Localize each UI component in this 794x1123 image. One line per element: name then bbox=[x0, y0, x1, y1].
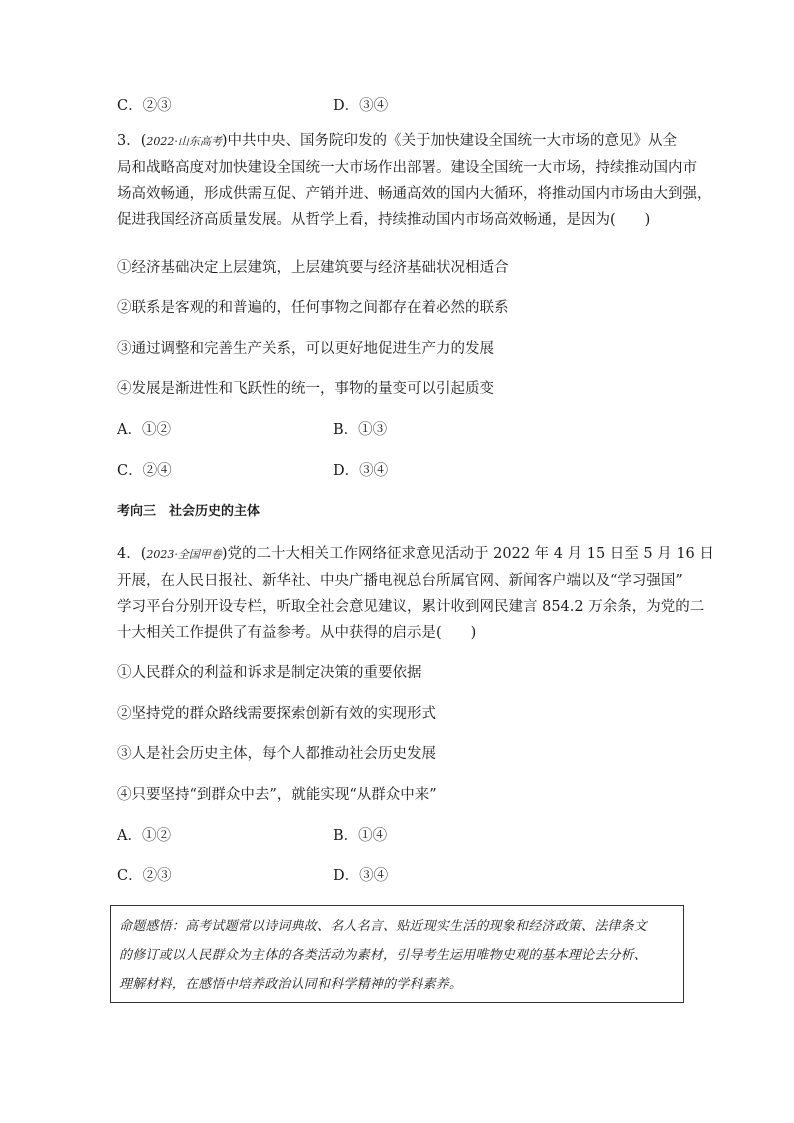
option-c[interactable]: C．②③ bbox=[117, 868, 172, 884]
question-3-line-1 bbox=[117, 128, 682, 155]
question-3-line-2: 局和战略高度对加快建设全国统一大市场作出部署。建设全国统一大市场，持续推动国内市 bbox=[117, 160, 697, 176]
question-source: 2022·山东高考 bbox=[146, 135, 222, 148]
option-b[interactable]: B．①③ bbox=[333, 422, 388, 438]
question-4-stem bbox=[117, 541, 714, 646]
statement-1: ①经济基础决定上层建筑，上层建筑要与经济基础状况相适合 bbox=[117, 260, 509, 276]
option-d[interactable]: D．③④ bbox=[333, 98, 389, 114]
question-4-line-4: 十大相关工作提供了有益参考。从中获得的启示是( ) bbox=[117, 625, 477, 641]
option-a[interactable]: A．①② bbox=[117, 828, 171, 844]
note-line-1: 命题感悟：高考试题常以诗词典故、名人名言、贴近现实生活的现象和经济政策、法律条文 bbox=[119, 919, 648, 934]
statement-3: ③通过调整和完善生产关系，可以更好地促进生产力的发展 bbox=[117, 341, 494, 357]
option-d[interactable]: D．③④ bbox=[333, 463, 389, 479]
question-source: 2023·全国甲卷 bbox=[146, 548, 222, 561]
option-c[interactable]: C．②④ bbox=[117, 463, 172, 479]
option-d[interactable]: D．③④ bbox=[333, 868, 389, 884]
question-number: 4．( bbox=[117, 546, 147, 562]
option-b[interactable]: B．①④ bbox=[333, 828, 388, 844]
question-text: )党的二十大相关工作网络征求意见活动于 2022 年 4 月 15 日至 5 月 16 日 bbox=[221, 546, 714, 562]
question-number: 3．( bbox=[117, 133, 147, 149]
question-3-stem bbox=[117, 128, 712, 233]
question-3-line-3: 场高效畅通，形成供需互促、产销并进、畅通高效的国内大循环，将推动国内市场由大到强， bbox=[117, 186, 712, 202]
question-3-line-4: 促进我国经济高质量发展。从哲学上看，持续推动国内市场高效畅通，是因为( ) bbox=[117, 212, 651, 228]
statement-4: ④只要坚持“到群众中去”，就能实现“从群众中来” bbox=[117, 787, 437, 803]
question-text: )中共中央、国务院印发的《关于加快建设全国统一大市场的意见》从全 bbox=[221, 133, 678, 149]
option-a[interactable]: A．①② bbox=[117, 422, 171, 438]
question-4-line-1 bbox=[117, 541, 714, 568]
statement-4: ④发展是渐进性和飞跃性的统一，事物的量变可以引起质变 bbox=[117, 381, 494, 397]
note-line-2: 的修订或以人民群众为主体的各类活动为素材，引导考生运用唯物史观的基本理论去分析、 bbox=[119, 948, 648, 963]
note-line-3: 理解材料，在感悟中培养政治认同和科学精神的学科素养。 bbox=[119, 977, 463, 992]
option-c[interactable]: C．②③ bbox=[117, 98, 172, 114]
statement-2: ②联系是客观的和普遍的，任何事物之间都存在着必然的联系 bbox=[117, 300, 509, 316]
statement-3: ③人是社会历史主体，每个人都推动社会历史发展 bbox=[117, 746, 436, 762]
statement-2: ②坚持党的群众路线需要探索创新有效的实现形式 bbox=[117, 706, 436, 722]
statement-1: ①人民群众的利益和诉求是制定决策的重要依据 bbox=[117, 665, 422, 681]
question-4-line-2: 开展，在人民日报社、新华社、中央广播电视总台所属官网、新闻客户端以及“学习强国” bbox=[117, 573, 683, 589]
section-heading: 考向三 社会历史的主体 bbox=[117, 504, 261, 519]
insight-note-box bbox=[110, 905, 684, 1003]
question-4-line-3: 学习平台分别开设专栏，听取全社会意见建议，累计收到网民建言 854.2 万余条，为党的二 bbox=[117, 599, 705, 615]
